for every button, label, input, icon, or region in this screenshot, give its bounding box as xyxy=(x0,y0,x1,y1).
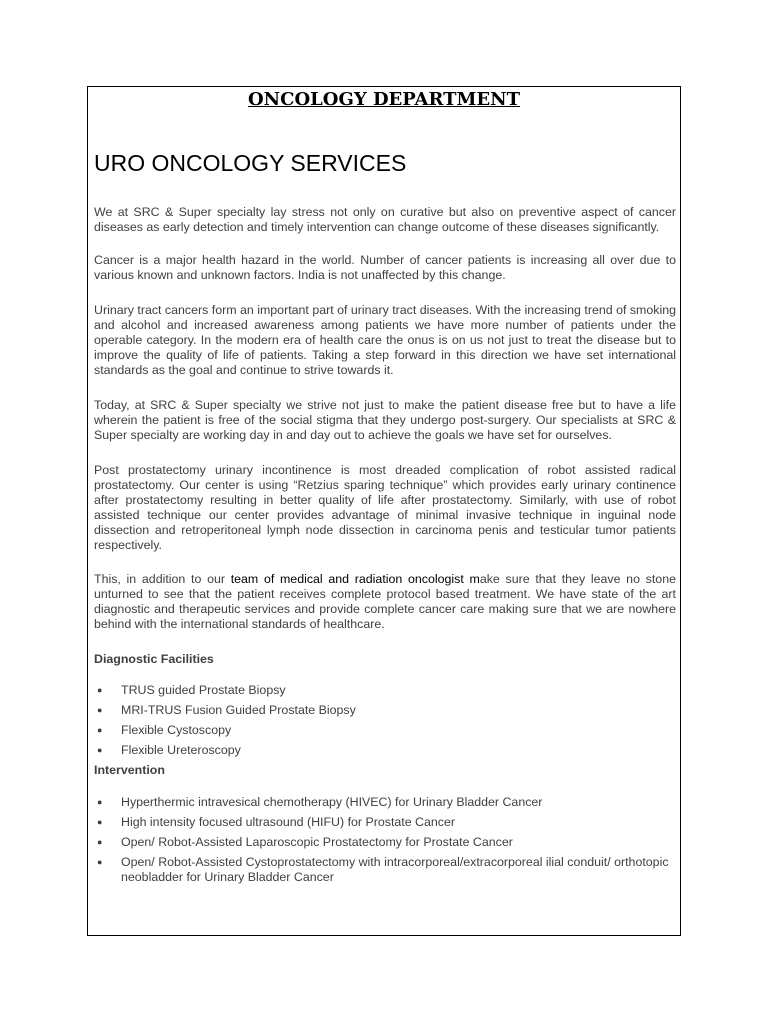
bullet-icon: ● xyxy=(97,837,103,847)
document-body xyxy=(94,205,676,885)
list-item: ● Open/ Robot-Assisted Cystoprostatectomy with intracorporeal/extracorporeal ilial conduit/ orthotopic neobladder for Urinary Bladder Cancer xyxy=(97,855,669,884)
list-item: ● TRUS guided Prostate Biopsy xyxy=(97,683,286,697)
bullet-icon: ● xyxy=(97,705,103,715)
service-title: URO ONCOLOGY SERVICES xyxy=(94,150,407,176)
document-frame xyxy=(87,86,681,936)
paragraph-today: Today, at SRC & Super specialty we strive not just to make the patient disease free but to have a life wherein the patient is free of the social stigma that they undergo post-surgery. Our specialists at SRC & Super specialty are working day in and day out to achieve the goals we have set for ourselves. xyxy=(94,398,676,442)
diagnostic-list xyxy=(94,683,676,758)
paragraph-prostatectomy: Post prostatectomy urinary incontinence is most dreaded complication of robot assisted radical prostatectomy. Our center is using “Retzius sparing technique” which provides early urinary continence after prostatectomy resulting in better quality of life after prostatectomy. Similarly, with use of robot assisted technique our center provides advantage of minimal invasive technique in inguinal node dissection and retroperitoneal lymph node dissection in carcinoma penis and testicular tumor patients respectively. xyxy=(94,463,676,552)
list-item: ● Hyperthermic intravesical chemotherapy (HIVEC) for Urinary Bladder Cancer xyxy=(97,795,543,809)
paragraph-health-hazard: Cancer is a major health hazard in the world. Number of cancer patients is increasing all over due to various known and unknown factors. India is not unaffected by this change. xyxy=(94,253,676,282)
bullet-icon: ● xyxy=(97,797,103,807)
paragraph-team-start: This, in addition to our xyxy=(94,572,231,586)
bullet-icon: ● xyxy=(97,685,103,695)
bullet-icon: ● xyxy=(97,725,103,735)
list-item: ● MRI-TRUS Fusion Guided Prostate Biopsy xyxy=(97,703,356,717)
list-item: ● Flexible Ureteroscopy xyxy=(97,743,241,757)
bullet-icon: ● xyxy=(97,817,103,827)
bullet-icon: ● xyxy=(97,857,103,867)
intervention-list xyxy=(94,795,676,885)
intervention-heading: Intervention xyxy=(94,763,165,777)
paragraph-team-end: ake sure that they leave no stone unturned to see that the patient receives complete protocol based treatment. We have state of the art diagnostic and therapeutic services and provide complete cancer care making sure that we are nowhere behind with the international standards of healthcare. xyxy=(94,572,676,631)
department-title: ONCOLOGY DEPARTMENT xyxy=(247,89,520,110)
paragraph-team-highlight: team of medical and radiation oncologist m xyxy=(230,572,480,586)
list-item: ● Flexible Cystoscopy xyxy=(97,723,232,737)
bullet-icon: ● xyxy=(97,745,103,755)
diagnostic-heading: Diagnostic Facilities xyxy=(94,652,214,666)
paragraph-team xyxy=(94,572,676,632)
paragraph-urinary-tract: Urinary tract cancers form an important part of urinary tract diseases. With the increasing trend of smoking and alcohol and increased awareness among patients we have more number of patients under the operable category. In the modern era of health care the onus is on us not just to treat the disease but to improve the quality of life of patients. Taking a step forward in this direction we have set international standards as the goal and continue to strive towards it. xyxy=(94,303,676,377)
paragraph-intro: We at SRC & Super specialty lay stress not only on curative but also on preventive aspect of cancer diseases as early detection and timely intervention can change outcome of these diseases significantly. xyxy=(94,205,676,234)
list-item: ● High intensity focused ultrasound (HIFU) for Prostate Cancer xyxy=(97,815,456,829)
list-item: ● Open/ Robot-Assisted Laparoscopic Prostatectomy for Prostate Cancer xyxy=(97,835,513,849)
